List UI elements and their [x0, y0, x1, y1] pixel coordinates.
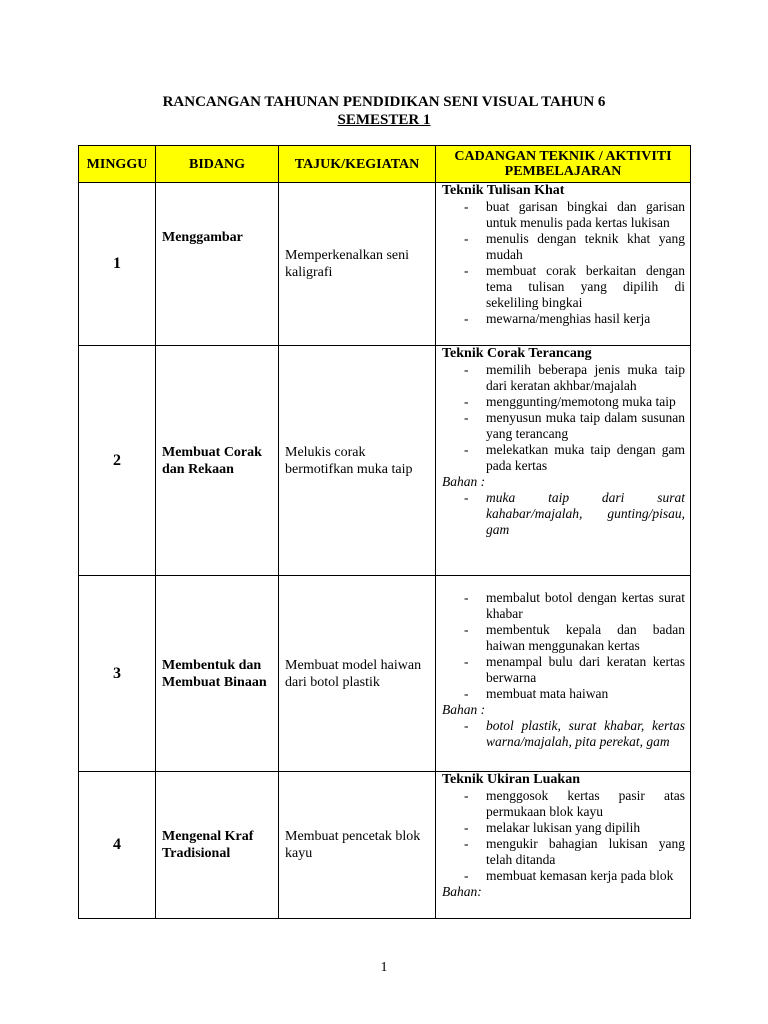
list-item: - muka taip dari surat kahabar/majalah, gunting/pisau, gam	[464, 490, 685, 537]
list-item: - membuat mata haiwan	[464, 686, 609, 701]
bahan-label: Bahan :	[442, 702, 486, 717]
semester-subtitle: SEMESTER 1	[337, 112, 431, 128]
table-row	[79, 576, 691, 772]
list-item: - botol plastik, surat khabar, kertas warna/majalah, pita perekat, gam	[464, 718, 685, 749]
bahan-label: Bahan :	[442, 474, 486, 489]
list-item: - melekatkan muka taip dengan gam pada kertas	[464, 442, 685, 473]
activity-list	[442, 590, 685, 702]
header-bidang: BIDANG	[156, 146, 279, 183]
teknik-heading: Teknik Corak Terancang	[442, 346, 592, 361]
list-item: - membentuk kepala dan badan haiwan menggunakan kertas	[464, 622, 685, 653]
bidang-cell: Membentuk dan Membuat Binaan	[156, 576, 279, 772]
table-row	[79, 346, 691, 576]
table-row	[79, 772, 691, 919]
activity-list	[442, 788, 685, 884]
bahan-list	[442, 718, 685, 750]
list-item: - mengukir bahagian lukisan yang telah ditanda	[464, 836, 685, 867]
list-item: - melakar lukisan yang dipilih	[464, 820, 641, 835]
list-item: - menggunting/memotong muka taip	[464, 394, 676, 409]
week-number: 4	[79, 772, 156, 919]
list-item: - buat garisan bingkai dan garisan untuk menulis pada kertas lukisan	[464, 199, 685, 230]
list-item: - membuat kemasan kerja pada blok	[464, 868, 674, 883]
list-item: - menampal bulu dari keratan kertas berwarna	[464, 654, 685, 685]
header-minggu: MINGGU	[79, 146, 156, 183]
aktiviti-cell	[436, 183, 691, 346]
list-item: - menulis dengan teknik khat yang mudah	[464, 231, 685, 262]
tajuk-cell: Memperkenalkan seni kaligrafi	[279, 183, 436, 346]
aktiviti-cell	[436, 772, 691, 919]
tajuk-cell: Melukis corak bermotifkan muka taip	[279, 346, 436, 576]
bahan-list	[442, 490, 685, 538]
activity-list	[442, 199, 685, 327]
week-number: 1	[79, 183, 156, 346]
aktiviti-cell	[436, 576, 691, 772]
bidang-cell: Menggambar	[156, 183, 279, 346]
list-item: - memilih beberapa jenis muka taip dari keratan akhbar/majalah	[464, 362, 685, 393]
annual-plan-table	[78, 145, 691, 919]
list-item: - mewarna/menghias hasil kerja	[464, 311, 651, 326]
teknik-heading: Teknik Ukiran Luakan	[442, 772, 580, 787]
table-row	[79, 183, 691, 346]
tajuk-cell: Membuat pencetak blok kayu	[279, 772, 436, 919]
aktiviti-cell	[436, 346, 691, 576]
teknik-heading: Teknik Tulisan Khat	[442, 183, 565, 198]
bahan-label: Bahan:	[442, 884, 482, 899]
header-aktiviti: CADANGAN TEKNIK / AKTIVITI PEMBELAJARAN	[436, 146, 691, 183]
document-title: RANCANGAN TAHUNAN PENDIDIKAN SENI VISUAL TAHUN 6	[162, 94, 606, 110]
bidang-cell: Mengenal Kraf Tradisional	[156, 772, 279, 919]
week-number: 3	[79, 576, 156, 772]
tajuk-cell: Membuat model haiwan dari botol plastik	[279, 576, 436, 772]
list-item: - menyusun muka taip dalam susunan yang terancang	[464, 410, 685, 441]
week-number: 2	[79, 346, 156, 576]
bidang-cell: Membuat Corak dan Rekaan	[156, 346, 279, 576]
page-number: 1	[380, 960, 388, 975]
list-item: - membuat corak berkaitan dengan tema tulisan yang dipilih di sekeliling bingkai	[464, 263, 685, 310]
list-item: - menggosok kertas pasir atas permukaan blok kayu	[464, 788, 685, 819]
table-header-row	[79, 146, 691, 183]
header-tajuk: TAJUK/KEGIATAN	[279, 146, 436, 183]
list-item: - membalut botol dengan kertas surat khabar	[464, 590, 685, 621]
activity-list	[442, 362, 685, 474]
